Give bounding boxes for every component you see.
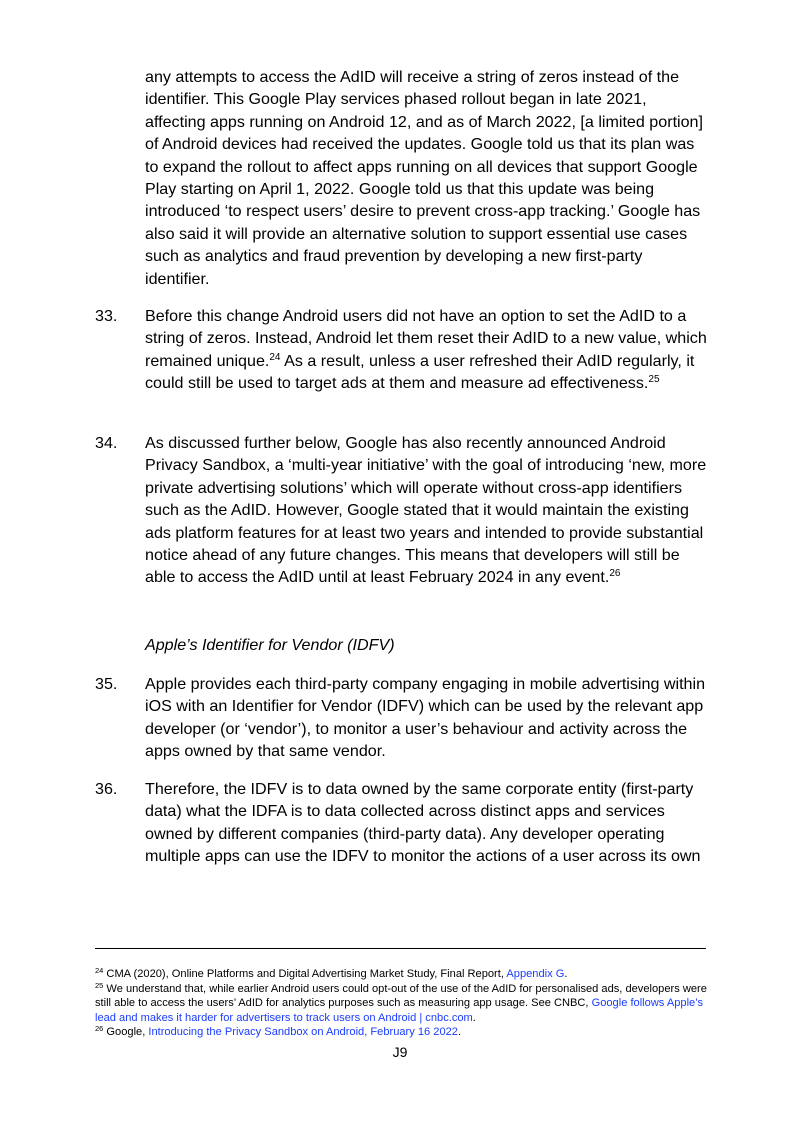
paragraph-body [145, 305, 710, 395]
paragraph-34 [95, 432, 710, 589]
paragraph-number: 36. [95, 780, 118, 798]
paragraph-number: 34. [95, 434, 118, 452]
footnote-number: 26 [95, 1024, 104, 1034]
footnote-24 [95, 967, 710, 982]
footnote-ref-24[interactable]: 24 [269, 351, 281, 363]
footnote-number: 25 [95, 980, 104, 990]
footnote-25 [95, 982, 710, 1026]
paragraph-text: As discussed further below, Google has also recently announced Android Privacy Sandbox, a ‘multi-year initiative’ with the goal of introducing ‘new, more private advertising solutions’ which will operate without cross-app identifiers such as the AdID. However, Google stated that it would maintain the existing ads platform features for at least two years and intended to provide substantial notice ahead of any future changes. This means that developers will still be able to access the AdID until at least February 2024 in any event. [145, 434, 707, 587]
paragraph-number: 35. [95, 675, 118, 693]
footnote-26 [95, 1025, 710, 1040]
paragraph-text: As a result, unless a user refreshed their AdID regularly, it could still be used to target ads at them and measure ad effectiveness. [145, 351, 695, 393]
footnote-tail: . [457, 1026, 462, 1039]
footnote-link[interactable]: Appendix G [506, 968, 565, 980]
paragraph-33 [95, 305, 710, 395]
footnote-link[interactable]: Introducing the Privacy Sandbox on Android, February 16 2022 [148, 1026, 458, 1039]
footnote-text: CMA (2020), Online Platforms and Digital Advertising Market Study, Final Report, [103, 968, 507, 980]
footnote-text: Google, [103, 1026, 149, 1039]
continuation-paragraph: any attempts to access the AdID will receive a string of zeros instead of the identifier. This Google Play services phased rollout began in late 2021, affecting apps running on Android 12, and as of March 2022, [a limited portion] of Android devices had received the updates. Google told us that its plan was to expand the rollout to affect apps running on all devices that support Google Play starting on April 1, 2022. Google told us that this update was being introduced ‘to respect users’ desire to prevent cross-app tracking.’ Google has also said it will provide an alternative solution to support essential use cases such as analytics and fraud prevention by developing a new first-party identifier. [145, 68, 703, 288]
footnote-link[interactable]: Google follows Apple’s lead and makes it harder for advertisers to track users on Android | cnbc.com [95, 997, 704, 1024]
footnote-ref-25[interactable]: 25 [648, 374, 660, 386]
footnote-tail: . [564, 968, 568, 980]
paragraph-36 [95, 778, 710, 868]
paragraph-body [145, 432, 710, 589]
footnotes [95, 967, 710, 1040]
footnote-text: We understand that, while earlier Android users could opt-out of the use of the AdID for personalised ads, developers were still able to access the users’ AdID for analytics purposes such as measuring app usage. See CNBC, [95, 982, 707, 1010]
paragraph-body: Therefore, the IDFV is to data owned by the same corporate entity (first-party data) what the IDFA is to data collected across distinct apps and services owned by different companies (third-party data). Any developer operating multiple apps can use the IDFV to monitor the actions of a user across its own [145, 780, 701, 866]
paragraph-35 [95, 673, 710, 763]
footnote-tail: . [472, 1011, 476, 1024]
page-number: J9 [392, 1044, 408, 1060]
section-heading: Apple’s Identifier for Vendor (IDFV) [145, 636, 395, 654]
footnote-number: 24 [95, 966, 104, 975]
paragraph-text: Before this change Android users did not have an option to set the AdID to a string of zeros. Instead, Android let them reset their AdID to a new value, which remained unique. [145, 307, 707, 370]
paragraph-body: Apple provides each third-party company engaging in mobile advertising within iOS with an Identifier for Vendor (IDFV) which can be used by the relevant app developer (or ‘vendor’), to monitor a user’s behaviour and activity across the apps owned by that same vendor. [145, 675, 706, 761]
paragraph-number: 33. [95, 307, 118, 325]
footnote-divider [95, 948, 706, 949]
footnote-ref-26[interactable]: 26 [609, 568, 621, 580]
